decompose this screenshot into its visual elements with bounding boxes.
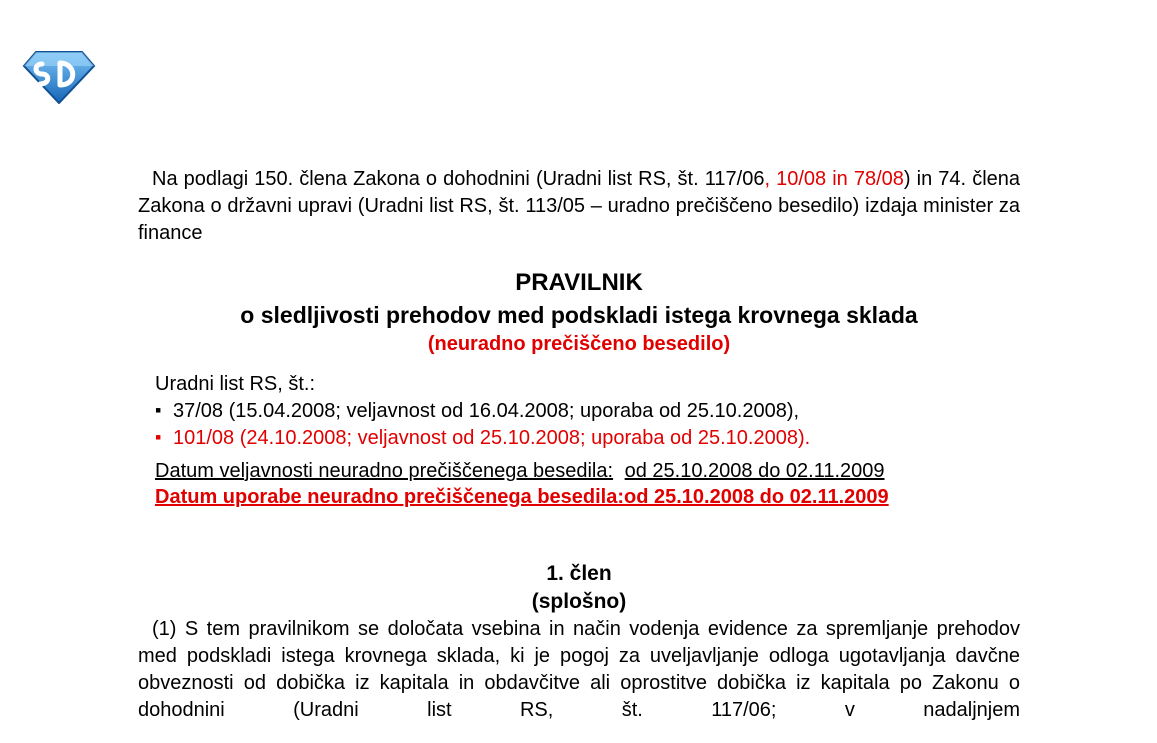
- use-value: od 25.10.2008 do 02.11.2009: [624, 486, 889, 508]
- validity-date-line: [155, 458, 1020, 484]
- preamble-text-1: Na podlagi 150. člena Zakona o dohodnini (Uradni list RS, št. 117/06: [152, 168, 765, 190]
- preamble-paragraph: [138, 166, 1020, 247]
- document-page: [138, 166, 1020, 724]
- sd-diamond-logo-icon: [22, 50, 96, 104]
- gazette-list: [155, 398, 1020, 452]
- unofficial-note: (neuradno prečiščeno besedilo): [427, 333, 731, 355]
- article-heading: 1. člen: [546, 562, 612, 585]
- gazette-heading: Uradni list RS, št.:: [155, 373, 316, 395]
- preamble-amendments: , 10/08 in 78/08: [764, 168, 904, 190]
- gazette-block: [155, 371, 1020, 452]
- use-label: Datum uporabe neuradno prečiščenega besedila:: [155, 486, 625, 508]
- gazette-item: ▪ 101/08 (24.10.2008; veljavnost od 25.10.2008; uporaba od 25.10.2008).: [155, 425, 1020, 452]
- dates-block: [155, 458, 1020, 510]
- use-date-line: [155, 484, 1020, 510]
- article-1: [138, 560, 1020, 724]
- document-subtitle: o sledljivosti prehodov med podskladi istega krovnega sklada: [240, 302, 918, 328]
- gazette-item: ▪ 37/08 (15.04.2008; veljavnost od 16.04.2008; uporaba od 25.10.2008),: [155, 398, 1020, 425]
- article-paragraph: (1) S tem pravilnikom se določata vsebina in način vodenja evidence za spremljanje prehodov med podskladi istega krovnega sklada, ki je pogoj za uveljavljanje odloga ugotavljanja davčne obveznosti od dobička iz kapitala in obdavčitve ali oprostitve dobička iz kapitala po Zakonu o dohodnini (Uradni list RS, št. 117/06; v nadaljnjem: [138, 618, 1020, 721]
- article-subheading: (splošno): [531, 590, 627, 613]
- validity-value: od 25.10.2008 do 02.11.2009: [624, 460, 885, 482]
- document-title: PRAVILNIK: [515, 269, 643, 296]
- validity-label: Datum veljavnosti neuradno prečiščenega besedila:: [155, 460, 614, 482]
- preamble-text-2: ) in 74. člena Zakona o državni upravi (Uradni list RS, št. 113/05 – uradno prečiščeno besedilo) izdaja minister za finance: [138, 168, 1021, 244]
